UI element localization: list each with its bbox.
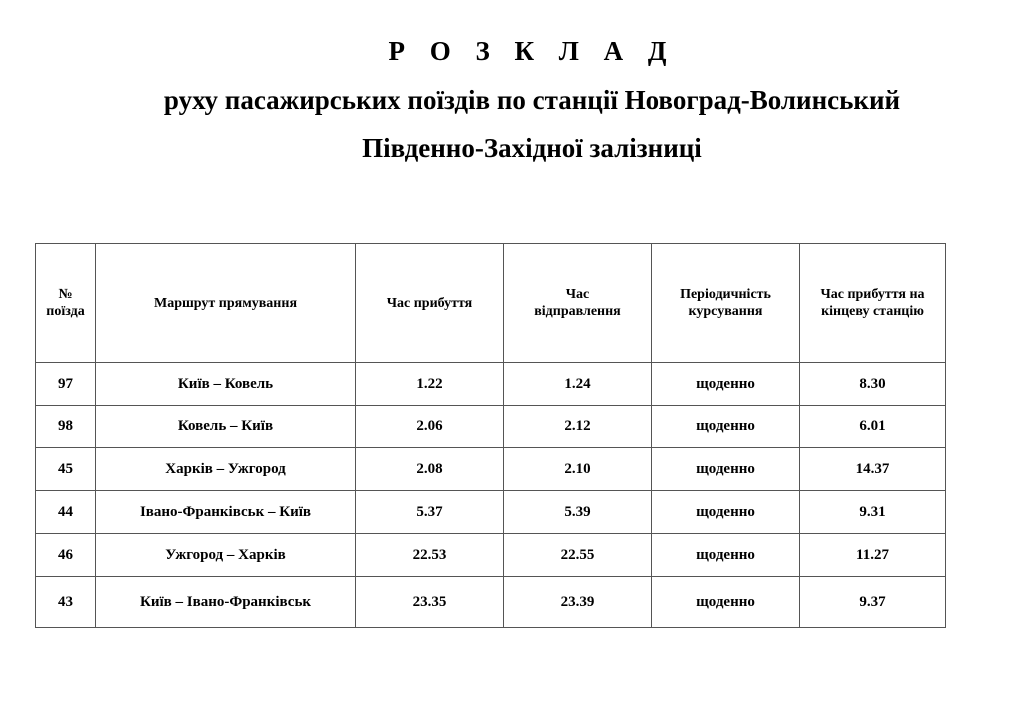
cell-departure: 1.24 [504, 363, 652, 406]
cell-train-number: 97 [36, 363, 96, 406]
header-departure-time: Час відправлення [504, 244, 652, 363]
header-train-number: № поїзда [36, 244, 96, 363]
cell-final-arrival: 11.27 [800, 534, 946, 577]
header-final-arrival: Час прибуття на кінцеву станцію [800, 244, 946, 363]
table-row [36, 534, 946, 577]
table-row [36, 363, 946, 406]
table-header-row [36, 244, 946, 363]
document-title: Р О З К Л А Д [388, 36, 676, 66]
header-route: Маршрут прямування [96, 244, 356, 363]
cell-departure: 2.12 [504, 406, 652, 448]
cell-train-number: 98 [36, 406, 96, 448]
train-schedule-table [35, 243, 946, 628]
document-subtitle-line2: Південно-Західної залізниці [362, 133, 702, 163]
cell-frequency: щоденно [652, 491, 800, 534]
cell-arrival: 5.37 [356, 491, 504, 534]
table-row [36, 577, 946, 628]
cell-train-number: 46 [36, 534, 96, 577]
header-frequency: Періодичність курсування [652, 244, 800, 363]
cell-departure: 5.39 [504, 491, 652, 534]
cell-departure: 2.10 [504, 448, 652, 491]
cell-frequency: щоденно [652, 534, 800, 577]
cell-route: Ужгород – Харків [96, 534, 356, 577]
cell-frequency: щоденно [652, 406, 800, 448]
cell-departure: 23.39 [504, 577, 652, 628]
cell-train-number: 43 [36, 577, 96, 628]
header-arrival-time: Час прибуття [356, 244, 504, 363]
table-row [36, 406, 946, 448]
cell-arrival: 2.08 [356, 448, 504, 491]
cell-arrival: 23.35 [356, 577, 504, 628]
cell-arrival: 2.06 [356, 406, 504, 448]
cell-train-number: 45 [36, 448, 96, 491]
cell-final-arrival: 14.37 [800, 448, 946, 491]
table-row [36, 491, 946, 534]
document-subtitle-line1: руху пасажирських поїздів по станції Новоград-Волинський [163, 85, 901, 115]
table-row [36, 448, 946, 491]
cell-frequency: щоденно [652, 448, 800, 491]
cell-frequency: щоденно [652, 577, 800, 628]
cell-route: Івано-Франківськ – Київ [96, 491, 356, 534]
cell-route: Ковель – Київ [96, 406, 356, 448]
cell-arrival: 22.53 [356, 534, 504, 577]
cell-frequency: щоденно [652, 363, 800, 406]
cell-departure: 22.55 [504, 534, 652, 577]
cell-route: Київ – Ковель [96, 363, 356, 406]
cell-route: Харків – Ужгород [96, 448, 356, 491]
cell-final-arrival: 9.31 [800, 491, 946, 534]
cell-final-arrival: 8.30 [800, 363, 946, 406]
cell-train-number: 44 [36, 491, 96, 534]
cell-final-arrival: 9.37 [800, 577, 946, 628]
cell-route: Київ – Івано-Франківськ [96, 577, 356, 628]
cell-final-arrival: 6.01 [800, 406, 946, 448]
cell-arrival: 1.22 [356, 363, 504, 406]
